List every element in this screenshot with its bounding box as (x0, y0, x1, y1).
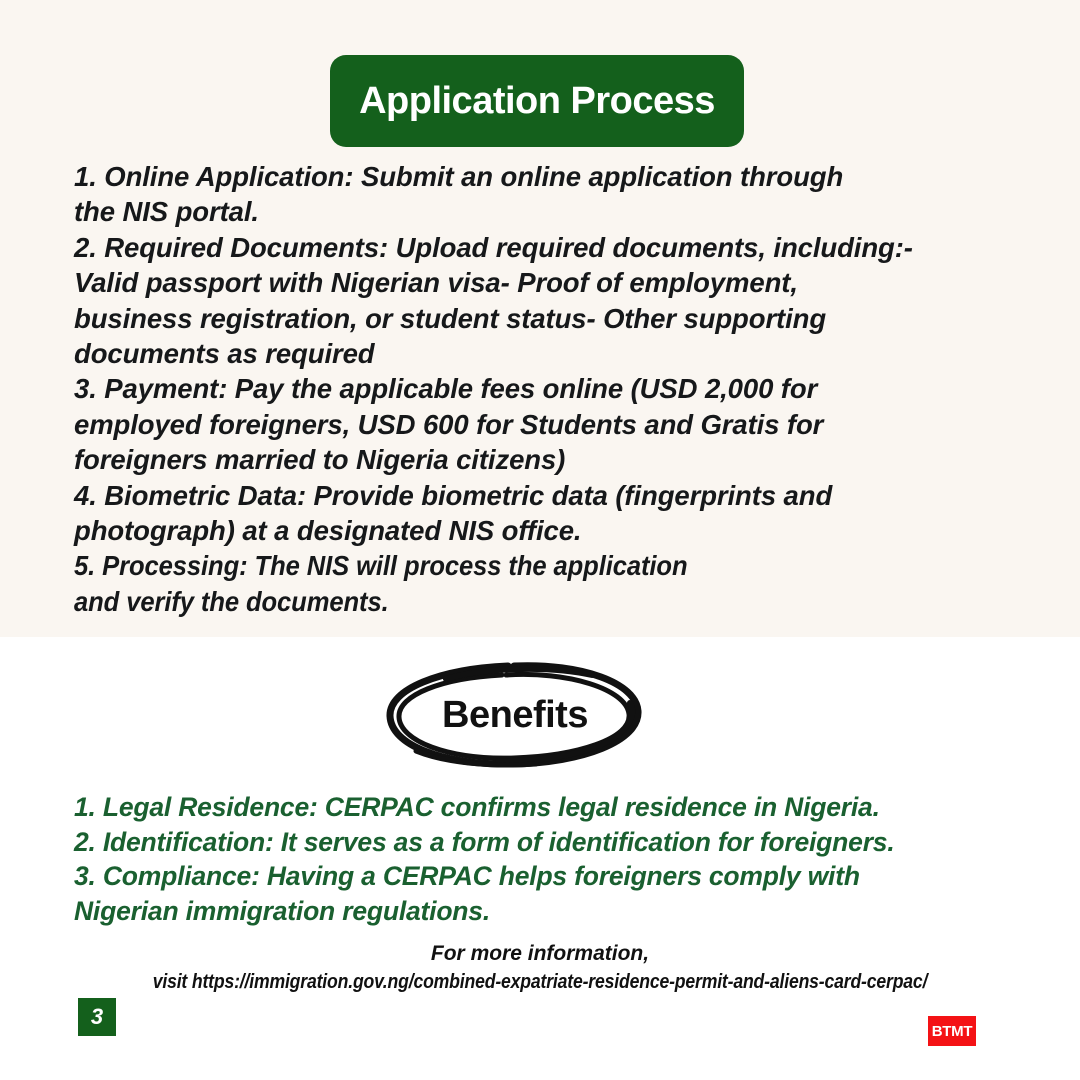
brand-badge: BTMT (928, 1016, 976, 1046)
cerpac-url[interactable]: visit https://immigration.gov.ng/combined-expatriate-residence-permit-and-aliens-card-cerpac/ (152, 970, 928, 993)
more-information-label: For more information, (430, 942, 650, 965)
page-title: Application Process (359, 80, 715, 122)
page-number-badge: 3 (78, 998, 116, 1036)
application-process-title-pill (330, 55, 744, 147)
step-line: business registration, or student status- Other supporting (74, 302, 827, 334)
step-line: employed foreigners, USD 600 for Students and Gratis for (74, 408, 824, 440)
step-line: documents as required (74, 338, 375, 370)
benefits-list (74, 790, 1054, 928)
application-steps-list (74, 159, 1034, 619)
benefit-line: 3. Compliance: Having a CERPAC helps foreigners comply with (74, 861, 860, 891)
step-line: 3. Payment: Pay the applicable fees online (USD 2,000 for (74, 373, 818, 405)
step-line: and verify the documents. (74, 585, 389, 617)
step-line: Valid passport with Nigerian visa- Proof of employment, (74, 267, 798, 299)
benefits-panel (0, 637, 1080, 1080)
more-information-block (0, 940, 1080, 996)
benefit-line: Nigerian immigration regulations. (74, 895, 490, 926)
benefit-line: 1. Legal Residence: CERPAC confirms legal residence in Nigeria. (74, 792, 880, 822)
step-line: photograph) at a designated NIS office. (74, 515, 582, 547)
step-line: 2. Required Documents: Upload required documents, including:- (74, 231, 913, 263)
step-line: the NIS portal. (74, 196, 259, 228)
benefits-heading-badge (386, 659, 644, 771)
benefit-line: 2. Identification: It serves as a form of identification for foreigners. (74, 826, 895, 857)
step-line: 4. Biometric Data: Provide biometric data (fingerprints and (74, 479, 833, 511)
step-line: 1. Online Application: Submit an online application through (74, 161, 844, 192)
step-line: foreigners married to Nigeria citizens) (74, 444, 566, 476)
step-line: 5. Processing: The NIS will process the application (74, 550, 688, 582)
benefits-heading: Benefits (442, 694, 588, 736)
